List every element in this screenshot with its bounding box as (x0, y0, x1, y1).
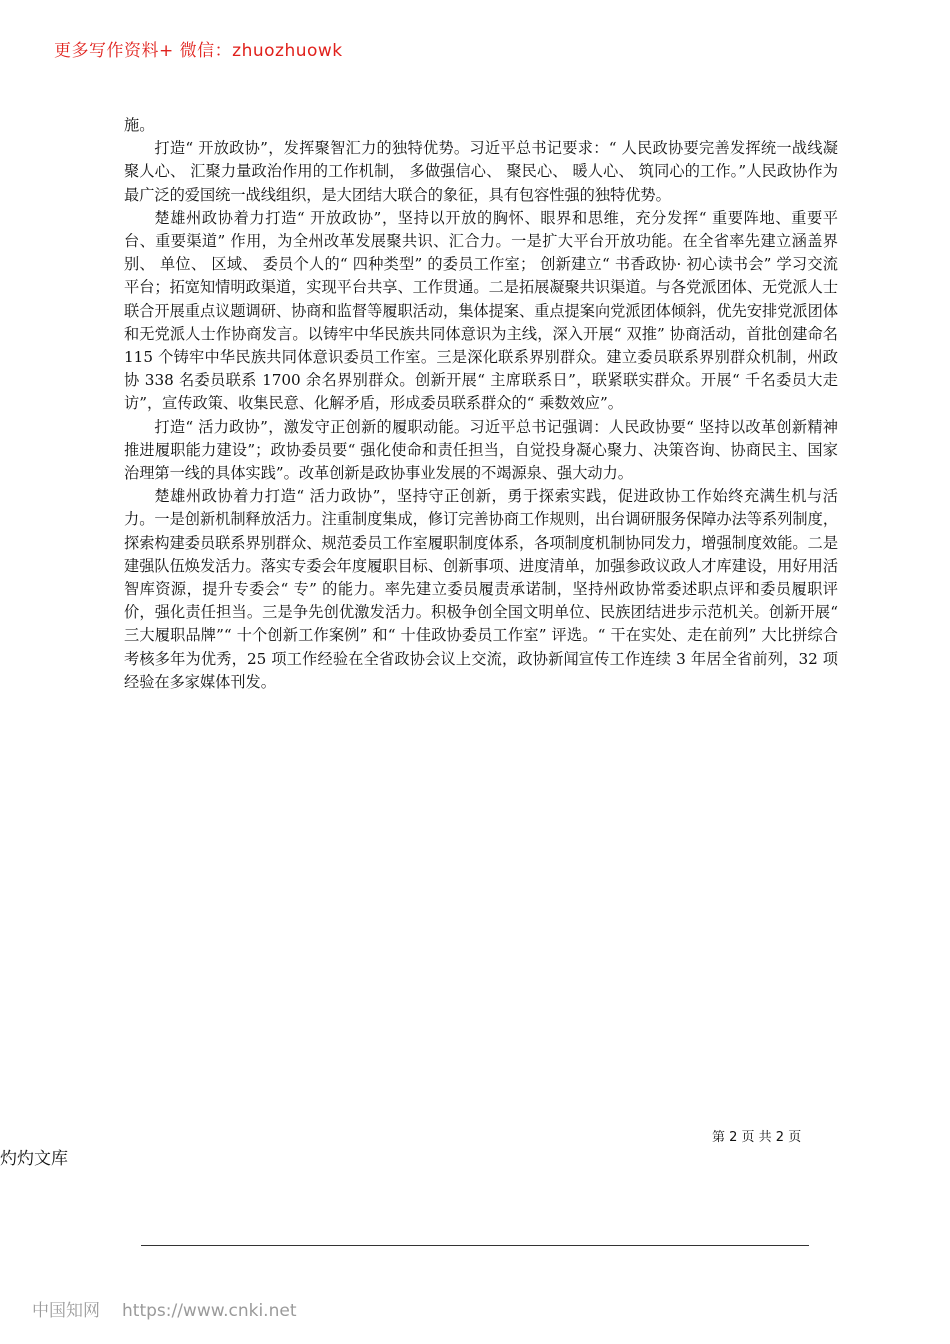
paragraph-vital-cppcc-intro: 打造“ 活力政协”，激发守正创新的履职动能。习近平总书记强调：人民政协要“ 坚持以改革创新精神推进履职能力建设”；政协委员要“ 强化使命和责任担当，自觉投身凝心聚力、决策咨询、协商民主、国家治理第一线的具体实践”。改革创新是政协事业发展的不竭源泉、强大动力。 (124, 417, 838, 483)
header-promo-text: 更多写作资料+ 微信：zhuozhuowk (54, 41, 343, 61)
paragraph-open-cppcc-detail: 楚雄州政协着力打造“ 开放政协”，坚持以开放的胸怀、眼界和思维，充分发挥“ 重要阵地、重要平台、重要渠道” 作用，为全州改革发展聚共识、汇合力。一是扩大平台开放功能。在全省率先建立涵盖界别、 单位、 区域、 委员个人的“ 四种类型” 的委员工作室； 创新建立“ 书香政协· 初心读书会” 学习交流平台；拓宽知情明政渠道，实现平台共享、工作贯通。二是拓展凝聚共识渠道。与各党派团体、无党派人士联合开展重点议题调研、协商和监督等履职活动，集体提案、重点提案向党派团体倾斜，优先安排党派团体和无党派人士作协商发言。以铸牢中华民族共同体意识为主线，深入开展“ 双推” 协商活动，首批创建命名 115 个铸牢中华民族共同体意识委员工作室。三是深化联系界别群众。建立委员联系界别群众机制，州政协 338 名委员联系 1700 余名界别群众。创新开展“ 主席联系日”，联紧联实群众。开展“ 千名委员大走访”，宣传政策、收集民意、化解矛盾，形成委员联系群众的“ 乘数效应”。 (124, 208, 838, 413)
paragraph-vital-cppcc-detail: 楚雄州政协着力打造“ 活力政协”，坚持守正创新，勇于探索实践，促进政协工作始终充满生机与活力。一是创新机制释放活力。注重制度集成，修订完善协商工作规则，出台调研服务保障办法等系列制度，探索构建委员联系界别群众、规范委员工作室履职制度体系，各项制度机制协同发力，增强制度效能。二是建强队伍焕发活力。落实专委会年度履职目标、创新事项、进度清单，加强参政议政人才库建设，用好用活智库资源，提升专委会“ 专” 的能力。率先建立委员履责承诺制，坚持州政协常委述职点评和委员履职评价，强化责任担当。三是争先创优激发活力。积极争创全国文明单位、民族团结进步示范机关。创新开展“ 三大履职品牌”“ 十个创新工作案例” 和“ 十佳政协委员工作室” 评选。“ 干在实处、走在前列” 大比拼综合考核多年为优秀，25 项工作经验在全省政协会议上交流，政协新闻宣传工作连续 3 年居全省前列，32 项经验在多家媒体刊发。 (124, 487, 838, 691)
footer-divider (141, 1245, 809, 1246)
paragraph-continuation: 施。 (124, 116, 155, 134)
footer-brand (32, 1296, 296, 1321)
page-number: 第 2 页 共 2 页 (712, 1130, 802, 1145)
footer-brand-name: 中国知网 (32, 1301, 100, 1321)
footer-url-link[interactable]: https://www.cnki.net (122, 1301, 297, 1321)
paragraph-open-cppcc-intro: 打造“ 开放政协”，发挥聚智汇力的独特优势。习近平总书记要求：“ 人民政协要完善发挥统一战线凝聚人心、 汇聚力量政治作用的工作机制， 多做强信心、 聚民心、 暖人心、 筑同心的工作。”人民政协作为最广泛的爱国统一战线组织，是大团结大联合的象征，具有包容性强的独特优势。 (124, 139, 838, 204)
watermark-label: 灼灼文库 (0, 1149, 68, 1169)
article-body (124, 114, 838, 694)
